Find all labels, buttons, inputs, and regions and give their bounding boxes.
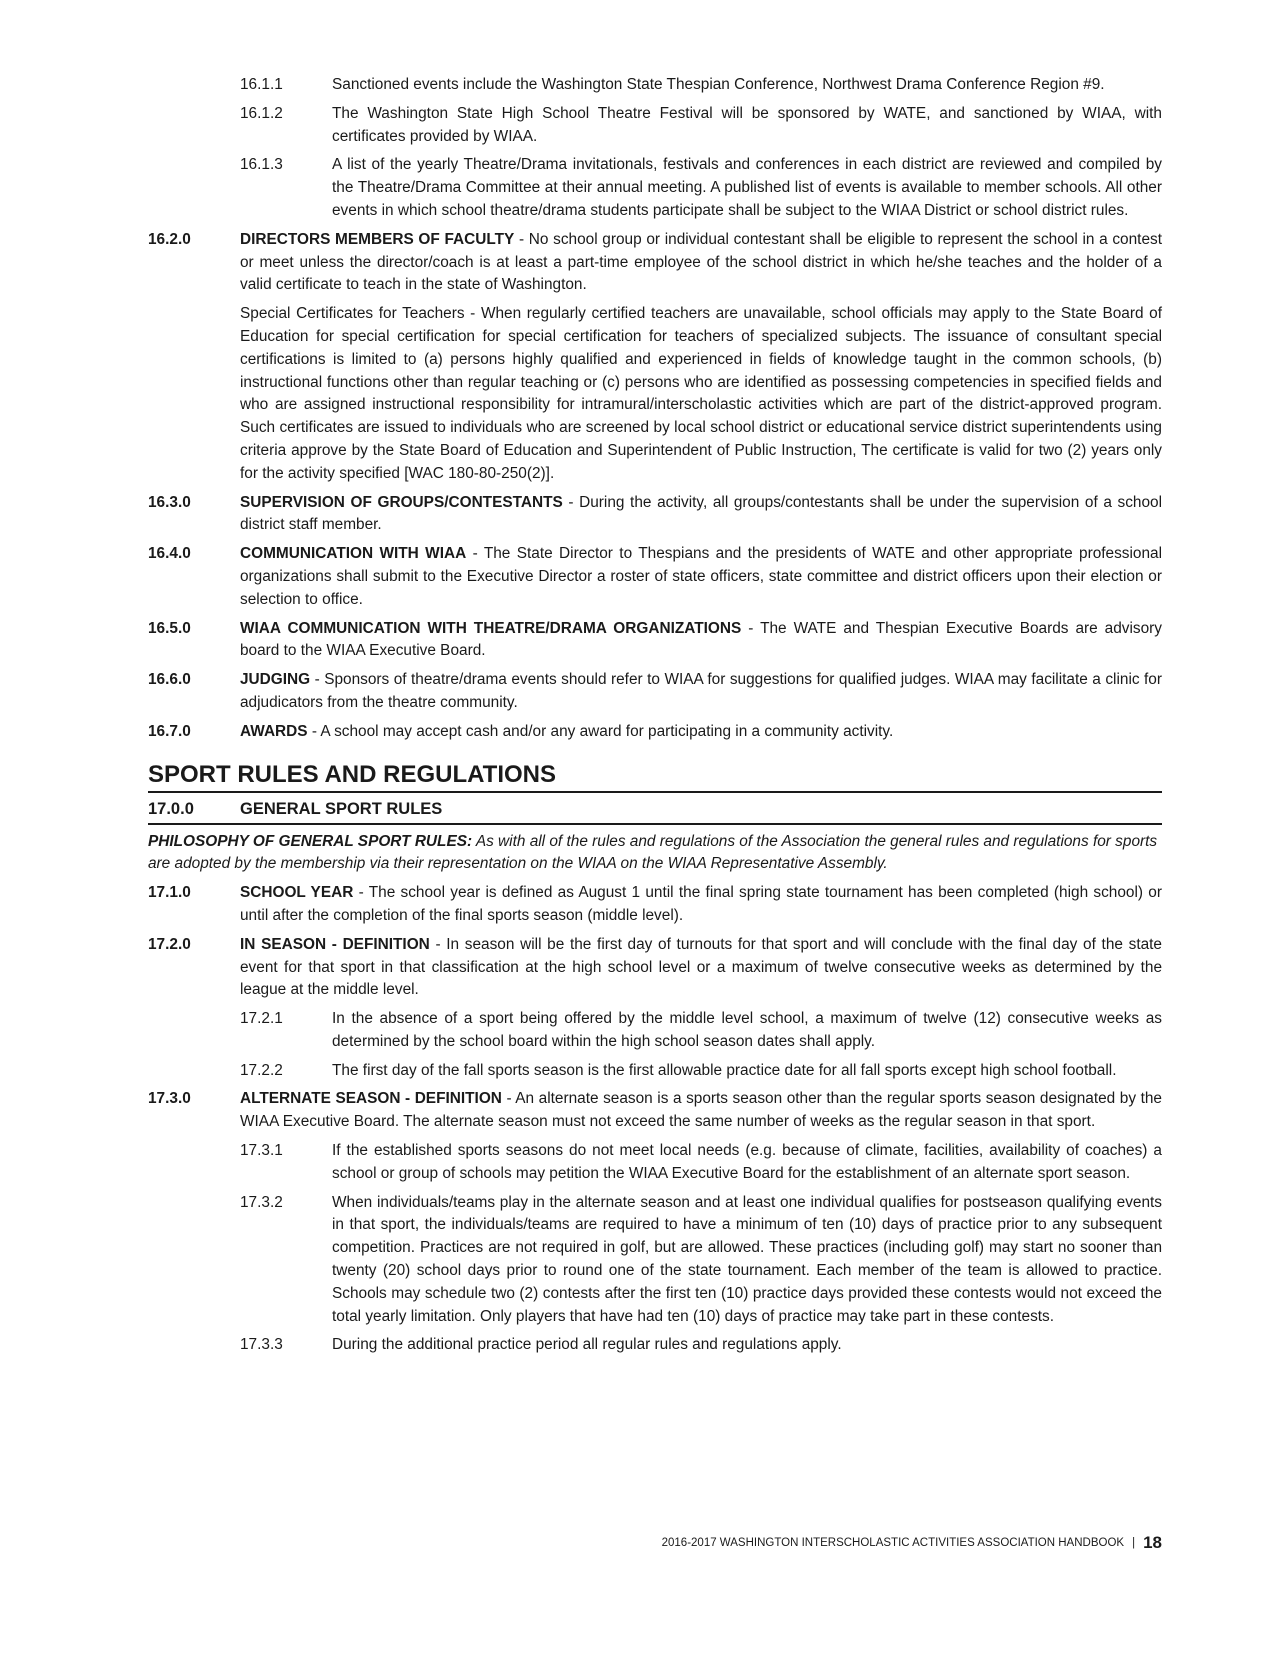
section-16-2	[148, 229, 1162, 297]
list-item	[148, 154, 1162, 222]
list-item	[148, 1008, 1162, 1054]
item-text: If the established sports seasons do not meet local needs (e.g. because of climate, facilities, availability of coaches) a school or group of schools may petition the WIAA Executive Board for the establishment of an alternate sport season.	[332, 1142, 1162, 1182]
section-16-3	[148, 492, 1162, 538]
philosophy-paragraph	[148, 831, 1162, 877]
section-title: ALTERNATE SEASON - DEFINITION	[240, 1090, 502, 1108]
list-item	[148, 1334, 1162, 1357]
section-number: 17.0.0	[148, 799, 194, 818]
item-text: During the additional practice period all regular rules and regulations apply.	[332, 1336, 842, 1354]
item-text: In the absence of a sport being offered by the middle level school, a maximum of twelve (12) consecutive weeks as determined by the school board within the high school season dates shall apply.	[332, 1010, 1162, 1050]
section-number: 16.5.0	[148, 619, 191, 637]
section-title: IN SEASON - DEFINITION	[240, 935, 430, 953]
section-title: WIAA COMMUNICATION WITH THEATRE/DRAMA ORGANIZATIONS	[240, 619, 742, 637]
section-number: 16.3.0	[148, 493, 191, 511]
item-number: 17.2.2	[240, 1061, 283, 1079]
section-title: SUPERVISION OF GROUPS/CONTESTANTS	[240, 493, 563, 511]
handbook-page	[148, 74, 1162, 1363]
section-number: 17.3.0	[148, 1090, 191, 1108]
section-title: DIRECTORS MEMBERS OF FACULTY	[240, 230, 515, 248]
section-17-2	[148, 934, 1162, 1002]
section-17-1	[148, 882, 1162, 928]
item-number: 17.3.3	[240, 1336, 283, 1354]
section-text: - The WATE and Thespian Executive Boards are advisory board to the WIAA Executive Board.	[240, 619, 1162, 660]
section-text: - In season will be the first day of turnouts for that sport and will conclude with the final day of the state event for that sport in that classification at the high school level or a maximum of twelve consecutive weeks as determined by the league at the middle level.	[240, 935, 1162, 999]
section-text: - No school group or individual contestant shall be eligible to represent the school in a contest or meet unless the director/coach is at least a part-time employee of the school district in which he/she teaches and the holder of a valid certificate to teach in the state of Washington.	[240, 230, 1162, 294]
section-16-4	[148, 543, 1162, 611]
section-title: GENERAL SPORT RULES	[240, 799, 443, 818]
section-text: - The school year is defined as August 1 until the final spring state tournament has been completed (high school) or until after the completion of the final sports season (middle level).	[240, 884, 1162, 924]
item-text: The first day of the fall sports season is the first allowable practice date for all fall sports except high school football.	[332, 1061, 1117, 1079]
section-16-7	[148, 721, 1162, 744]
list-item	[148, 1140, 1162, 1186]
philosophy-label: PHILOSOPHY OF GENERAL SPORT RULES:	[148, 832, 473, 850]
section-number: 16.7.0	[148, 722, 191, 740]
footer-separator: |	[1132, 1537, 1136, 1549]
list-item	[148, 74, 1162, 97]
item-number: 16.1.3	[240, 156, 283, 174]
list-item	[148, 103, 1162, 149]
section-title: SCHOOL YEAR	[240, 884, 354, 902]
section-text: - The State Director to Thespians and the presidents of WATE and other appropriate professional organizations shall submit to the Executive Director a roster of state officers, state committee and district officers upon their election or selection to office.	[240, 545, 1162, 608]
item-text: A list of the yearly Theatre/Drama invitationals, festivals and conferences in each district are reviewed and compiled by the Theatre/Drama Committee at their annual meeting. A published list of events is available to member schools. All other events in which school theatre/drama students participate shall be subject to the WIAA District or school district rules.	[332, 156, 1162, 219]
section-16-5	[148, 618, 1162, 664]
section-number: 16.4.0	[148, 545, 191, 563]
section-number: 17.1.0	[148, 884, 191, 902]
section-heading	[148, 796, 1162, 825]
item-text: When individuals/teams play in the alternate season and at least one individual qualifies for postseason qualifying events in that sport, the individuals/teams are required to have a minimum of ten (10) days of practice prior to any subsequent competition. Practices are not required in golf, but are allowed. These practices (including golf) may start no sooner than twenty (20) school days prior to round one of the state tournament. Each member of the team is allowed to practice. Schools may schedule two (2) contests after the first ten (10) practice days provided these contests would not exceed the total yearly limitation. Only players that have had ten (10) days of practice may take part in these contests.	[332, 1193, 1162, 1325]
list-item	[148, 1192, 1162, 1329]
philosophy-text: As with all of the rules and regulations of the Association the general rules and regulations for sports are adopted by the membership via their representation on the WIAA on the WIAA Representative Assembly.	[148, 832, 1158, 873]
section-text: - Sponsors of theatre/drama events should refer to WIAA for suggestions for qualified judges. WIAA may facilitate a clinic for adjudicators from the theatre community.	[240, 671, 1162, 711]
page-number: 18	[1143, 1533, 1162, 1552]
section-16-6	[148, 669, 1162, 715]
footer-title: 2016-2017 WASHINGTON INTERSCHOLASTIC ACTIVITIES ASSOCIATION HANDBOOK	[661, 1537, 1125, 1549]
section-number: 16.2.0	[148, 230, 191, 248]
special-certificates-paragraph: Special Certificates for Teachers - When regularly certified teachers are unavailable, school officials may apply to the State Board of Education for special certification for special certification for teachers of specialized subjects. The issuance of consultant special certifications is limited to (a) persons highly qualified and experienced in fields of knowledge taught in the common schools, (b) instructional functions other than regular teaching or (c) persons who are identified as possessing competencies in specified fields and who are assigned instructional responsibility for intramural/interscholastic activities which are part of the district-approved program. Such certificates are issued to individuals who are screened by local school district or educational service district superintendents using criteria approve by the State Board of Education and Superintendent of Public Instruction, The certificate is valid for two (2) years only for the activity specified [WAC 180-80-250(2)].	[240, 305, 1162, 482]
item-text: Sanctioned events include the Washington State Thespian Conference, Northwest Drama Conference Region #9.	[332, 76, 1105, 93]
section-text: - A school may accept cash and/or any award for participating in a community activity.	[307, 722, 894, 740]
item-number: 16.1.2	[240, 104, 283, 122]
chapter-heading: SPORT RULES AND REGULATIONS	[148, 760, 1162, 793]
item-text: The Washington State High School Theatre Festival will be sponsored by WATE, and sanctioned by WIAA, with certificates provided by WIAA.	[332, 104, 1162, 145]
section-title: AWARDS	[240, 722, 308, 740]
page-footer	[662, 1533, 1162, 1553]
item-number: 17.3.1	[240, 1142, 283, 1160]
section-17-3	[148, 1088, 1162, 1134]
item-number: 17.3.2	[240, 1193, 283, 1211]
section-number: 17.2.0	[148, 935, 191, 953]
section-title: COMMUNICATION WITH WIAA	[240, 545, 467, 563]
item-number: 16.1.1	[240, 76, 283, 93]
section-text: - An alternate season is a sports season other than the regular sports season designated by the WIAA Executive Board. The alternate season must not exceed the same number of weeks as the regular season in that sport.	[240, 1090, 1162, 1131]
item-number: 17.2.1	[240, 1010, 283, 1028]
list-item	[148, 1060, 1162, 1083]
section-text: - During the activity, all groups/contestants shall be under the supervision of a school district staff member.	[240, 493, 1162, 534]
section-number: 16.6.0	[148, 671, 191, 689]
section-title: JUDGING	[240, 671, 311, 689]
